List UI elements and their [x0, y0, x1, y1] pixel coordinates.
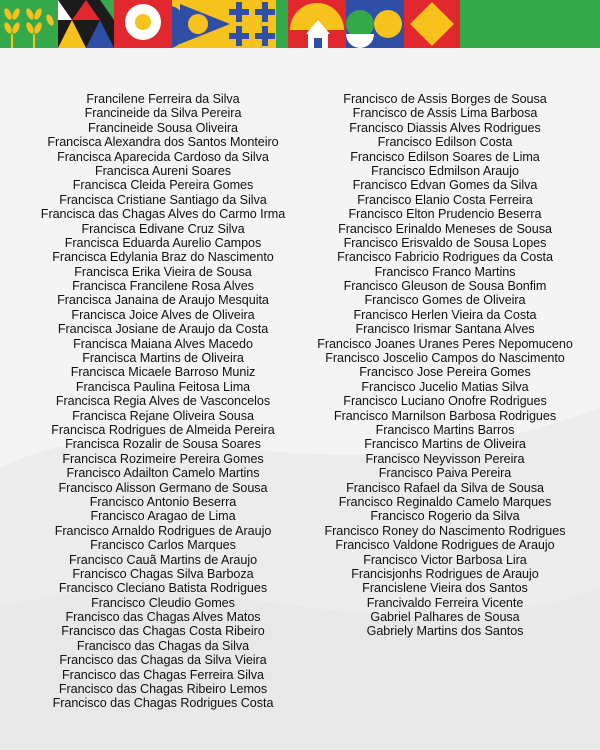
name-entry: Francisco Edmilson Araujo — [371, 163, 519, 178]
name-entry: Francisco de Assis Lima Barbosa — [352, 106, 538, 121]
name-entry: Francisca Janaina de Araujo Mesquita — [57, 293, 269, 308]
name-entry: Francisco Edvan Gomes da Silva — [352, 178, 538, 193]
name-entry: Francisca Maiana Alves Macedo — [73, 336, 253, 351]
name-entry: Francisca Alexandra dos Santos Monteiro — [47, 135, 279, 150]
name-entry: Francisca Edylania Braz do Nascimento — [52, 250, 274, 265]
name-entry: Francisco Marnilson Barbosa Rodrigues — [333, 408, 557, 423]
names-column-right — [298, 92, 592, 639]
name-entry: Francisco Diassis Alves Rodrigues — [349, 120, 541, 135]
names-column-left — [20, 92, 306, 711]
name-entry: Francisca Rozalir de Sousa Soares — [65, 437, 261, 452]
name-entry: Francislene Vieira dos Santos — [362, 581, 528, 596]
name-entry: Francisco Herlen Vieira da Costa — [353, 307, 537, 322]
name-entry: Francisco Carlos Marques — [90, 538, 236, 553]
name-entry: Francisco Erisvaldo de Sousa Lopes — [343, 235, 547, 250]
name-entry: Francisco das Chagas Alves Matos — [65, 610, 261, 625]
name-entry: Francisco Alisson Germano de Sousa — [58, 480, 268, 495]
name-entry: Francisca Joice Alves de Oliveira — [71, 307, 255, 322]
name-entry: Francisco Edilson Soares de Lima — [350, 149, 540, 164]
circles-icon — [346, 0, 404, 48]
name-entry: Francisco Valdone Rodrigues de Araujo — [335, 538, 555, 553]
name-entry: Francisco Franco Martins — [374, 264, 516, 279]
name-entry: Francisco Joscelio Campos do Nascimento — [325, 351, 565, 366]
name-entry: Francisco Elanio Costa Ferreira — [357, 192, 533, 207]
name-entry: Francisco Neyvisson Pereira — [365, 451, 525, 466]
name-entry: Francineide da Silva Pereira — [84, 106, 242, 121]
flag-circle-icon — [172, 0, 230, 48]
name-entry: Francisco Fabricio Rodrigues da Costa — [337, 250, 553, 265]
name-entry: Francisca Rejane Oliveira Sousa — [72, 408, 254, 423]
name-entry: Francisco das Chagas Costa Ribeiro — [61, 624, 265, 639]
name-entry: Francisco Elton Prudencio Beserra — [348, 207, 542, 222]
name-entry: Francisco Jucelio Matias Silva — [361, 379, 529, 394]
name-entry: Francisco Cleciano Batista Rodrigues — [58, 581, 268, 596]
name-entry: Francivaldo Ferreira Vicente — [366, 595, 524, 610]
name-entry: Francisco Martins de Oliveira — [364, 437, 526, 452]
name-entry: Francisco Antonio Beserra — [89, 494, 237, 509]
name-entry: Francisca Francilene Rosa Alves — [72, 279, 254, 294]
name-entry: Francisco Aragao de Lima — [90, 509, 236, 524]
name-entry: Francisco Joanes Uranes Peres Nepomuceno — [317, 336, 573, 351]
name-entry: Francisca Regia Alves de Vasconcelos — [55, 394, 271, 409]
name-entry: Francisco Reginaldo Camelo Marques — [338, 494, 552, 509]
diamond-icon — [404, 0, 460, 48]
name-entry: Francisco das Chagas da Silva — [76, 638, 250, 653]
name-entry: Francisco Luciano Onofre Rodrigues — [343, 394, 547, 409]
name-entry: Francisco das Chagas da Silva Vieira — [59, 653, 267, 668]
name-entry: Francisco Cauã Martins de Araujo — [68, 552, 258, 567]
name-entry: Francisco Chagas Silva Barboza — [72, 566, 254, 581]
flower-icon — [114, 0, 172, 48]
name-entry: Francilene Ferreira da Silva — [86, 92, 240, 106]
name-entry: Francisco Rafael da Silva de Sousa — [346, 480, 544, 495]
name-entry: Francisca Erika Vieira de Sousa — [74, 264, 252, 279]
name-entry: Francisca Rodrigues de Almeida Pereira — [51, 422, 275, 437]
name-entry: Francisco Martins Barros — [375, 422, 515, 437]
name-entry: Francisco das Chagas Rodrigues Costa — [52, 696, 274, 711]
name-entry: Francisco Jose Pereira Gomes — [359, 365, 531, 380]
name-entry: Francisco Cleudio Gomes — [91, 595, 235, 610]
name-entry: Francisco das Chagas Ferreira Silva — [62, 667, 264, 682]
cross-grid-icon — [229, 0, 288, 48]
name-entry: Francisjonhs Rodrigues de Araujo — [351, 566, 539, 581]
name-entry: Francisco Gomes de Oliveira — [364, 293, 526, 308]
wheat-pattern-icon — [0, 0, 58, 48]
name-entry: Francisco Roney do Nascimento Rodrigues — [324, 523, 566, 538]
name-entry: Francisca Edivane Cruz Silva — [81, 221, 245, 236]
name-entry: Francisco Irismar Santana Alves — [355, 322, 535, 337]
name-entry: Francisco Adailton Camelo Martins — [66, 466, 260, 481]
name-entry: Francisca Cristiane Santiago da Silva — [59, 192, 267, 207]
house-icon — [288, 0, 346, 48]
name-entry: Francisco das Chagas Ribeiro Lemos — [58, 682, 268, 697]
name-entry: Francisco Gleuson de Sousa Bonfim — [343, 279, 547, 294]
name-entry: Francisca Micaele Barroso Muniz — [70, 365, 256, 380]
banner-fill — [460, 0, 600, 48]
name-entry: Francisca Eduarda Aurelio Campos — [64, 235, 262, 250]
name-entry: Francisca Cleida Pereira Gomes — [72, 178, 254, 193]
name-entry: Francisco Victor Barbosa Lira — [363, 552, 527, 567]
name-entry: Francisco Edilson Costa — [377, 135, 513, 150]
decorative-banner — [0, 0, 600, 48]
name-entry: Francisca das Chagas Alves do Carmo Irma — [40, 207, 286, 222]
name-entry: Gabriely Martins dos Santos — [366, 624, 524, 639]
name-entry: Francisco Arnaldo Rodrigues de Araujo — [54, 523, 272, 538]
name-entry: Francisca Martins de Oliveira — [82, 351, 244, 366]
name-entry: Francisco Rogerio da Silva — [370, 509, 520, 524]
name-entry: Francisca Paulina Feitosa Lima — [75, 379, 251, 394]
name-entry: Francisca Aparecida Cardoso da Silva — [57, 149, 269, 164]
name-entry: Francisca Aureni Soares — [94, 163, 232, 178]
name-entry: Gabriel Palhares de Sousa — [370, 610, 520, 625]
name-entry: Francisca Rozimeire Pereira Gomes — [62, 451, 264, 466]
name-entry: Francisco Paiva Pereira — [378, 466, 512, 481]
name-entry: Francisco de Assis Borges de Sousa — [343, 92, 547, 106]
name-entry: Francisca Josiane de Araujo da Costa — [57, 322, 269, 337]
name-entry: Francineide Sousa Oliveira — [88, 120, 238, 135]
triangles-pattern-icon — [58, 0, 114, 48]
name-entry: Francisco Erinaldo Meneses de Sousa — [338, 221, 552, 236]
